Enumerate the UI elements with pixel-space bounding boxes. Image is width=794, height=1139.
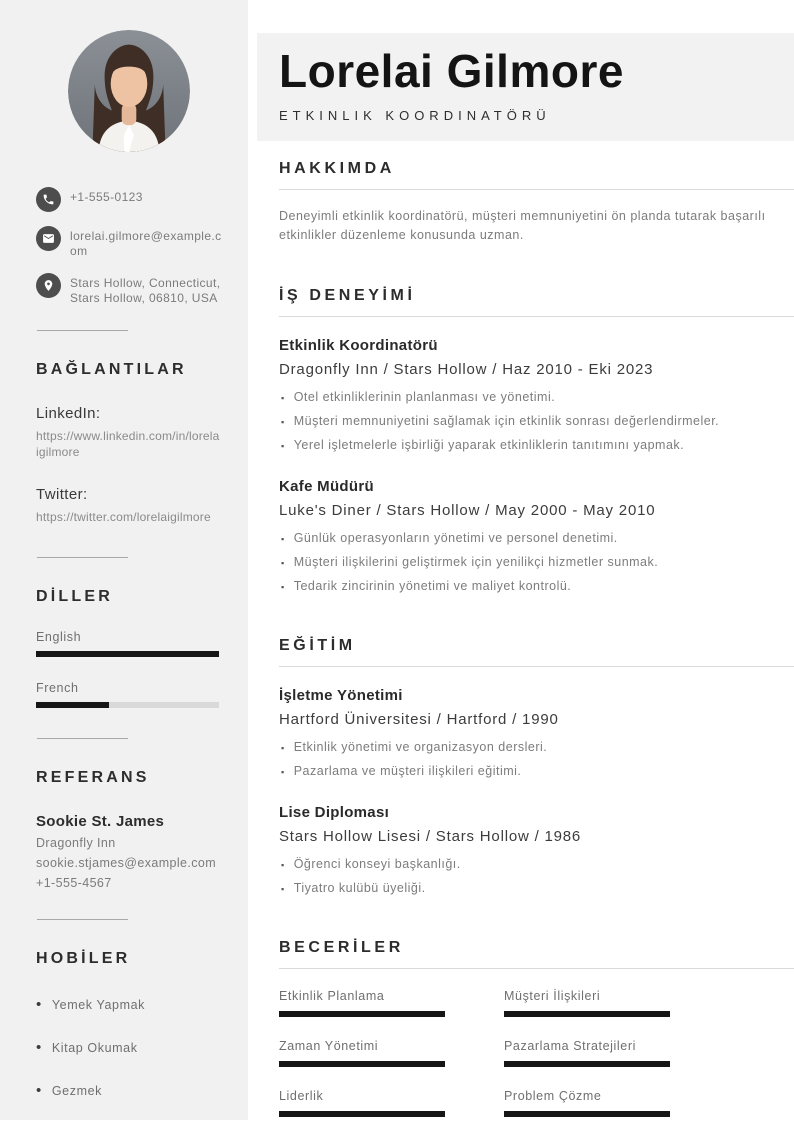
- reference-section-heading: REFERANS: [36, 769, 150, 786]
- experience-entry: [279, 337, 794, 454]
- job-bullet: ▪ Otel etkinliklerinin planlanması ve yönetimi.: [279, 390, 794, 406]
- skill-level-fill: [279, 1061, 445, 1067]
- experience-entry: [279, 478, 794, 595]
- about-section: [279, 160, 794, 245]
- degree-title: İşletme Yönetimi: [279, 686, 403, 704]
- experience-heading: İŞ DENEYİMİ: [279, 286, 416, 304]
- contact-location-row: [36, 272, 222, 306]
- sidebar: [0, 0, 248, 1120]
- link-item-twitter: [36, 486, 222, 525]
- link-label: Twitter:: [36, 486, 88, 503]
- skill-name: Pazarlama Stratejileri: [504, 1038, 636, 1053]
- section-rule: [279, 316, 794, 317]
- person-job-title: ETKINLIK KOORDINATÖRÜ: [279, 107, 551, 123]
- contact-phone-value: +1-555-0123: [70, 190, 143, 204]
- sidebar-divider: [37, 557, 128, 558]
- job-bullet: ▪ Tedarik zincirinin yönetimi ve maliyet kontrolü.: [279, 579, 794, 595]
- skill-level-bar: [279, 1011, 445, 1017]
- linkedin-url[interactable]: https://www.linkedin.com/in/lorelaigilmore: [36, 429, 220, 459]
- reference-phone: +1-555-4567: [36, 876, 112, 890]
- location-pin-icon: [36, 273, 61, 298]
- education-bullet: ▪ Öğrenci konseyi başkanlığı.: [279, 857, 794, 873]
- hobbies-section-heading: HOBİLER: [36, 950, 131, 967]
- main-content: [279, 0, 794, 1139]
- education-bullet: ▪ Tiyatro kulübü üyeliği.: [279, 881, 794, 897]
- skill-item: [279, 989, 445, 1017]
- hobby-item: • Kitap Okumak: [36, 1039, 222, 1056]
- school-meta: Stars Hollow Lisesi / Stars Hollow / 1986: [279, 827, 582, 845]
- job-bullet: ▪ Müşteri memnuniyetini sağlamak için etkinlik sonrası değerlendirmeler.: [279, 414, 794, 430]
- skills-section: [279, 939, 794, 1139]
- profile-photo-illustration: [68, 30, 190, 152]
- skill-level-bar: [279, 1061, 445, 1067]
- job-bullet: ▪ Yerel işletmelerle işbirliği yaparak etkinliklerin tanıtımını yapmak.: [279, 438, 794, 454]
- link-item-linkedin: [36, 405, 222, 460]
- email-icon: [36, 226, 61, 251]
- experience-section: [279, 287, 794, 595]
- skill-level-fill: [279, 1111, 445, 1117]
- education-bullet: ▪ Etkinlik yönetimi ve organizasyon dersleri.: [279, 740, 794, 756]
- about-text: Deneyimli etkinlik koordinatörü, müşteri memnuniyetini ön planda tutarak başarılı etkinlikler düzenleme konusunda uzman.: [279, 208, 766, 242]
- hobby-list: [36, 996, 222, 1099]
- school-meta: Hartford Üniversitesi / Hartford / 1990: [279, 710, 559, 728]
- job-bullets: [279, 531, 794, 595]
- sidebar-divider: [37, 919, 128, 920]
- sidebar-divider: [37, 330, 128, 331]
- reference-email: sookie.stjames@example.com: [36, 856, 217, 870]
- contact-location-value: Stars Hollow, Connecticut, Stars Hollow, 06810, USA: [70, 276, 221, 305]
- skill-level-bar: [279, 1111, 445, 1117]
- skills-grid: [279, 989, 794, 1139]
- language-level-bar: [36, 651, 219, 657]
- job-bullet: ▪ Günlük operasyonların yönetimi ve personel denetimi.: [279, 531, 794, 547]
- phone-icon: [36, 187, 61, 212]
- skill-name: Müşteri İlişkileri: [504, 988, 601, 1003]
- education-entry: [279, 687, 794, 780]
- skill-level-bar: [504, 1011, 670, 1017]
- skill-name: Etkinlik Planlama: [279, 988, 385, 1003]
- twitter-url[interactable]: https://twitter.com/lorelaigilmore: [36, 510, 211, 524]
- contact-email-row: [36, 225, 222, 259]
- skill-name: Liderlik: [279, 1088, 324, 1103]
- skill-name: Problem Çözme: [504, 1088, 602, 1103]
- contact-phone-row: [36, 186, 222, 212]
- job-meta: Dragonfly Inn / Stars Hollow / Haz 2010 - Eki 2023: [279, 360, 654, 378]
- profile-photo: [68, 30, 190, 152]
- reference-company: Dragonfly Inn: [36, 836, 116, 850]
- language-name: French: [36, 681, 79, 695]
- education-bullets: [279, 740, 794, 780]
- skill-item: [279, 1039, 445, 1067]
- section-rule: [279, 666, 794, 667]
- skill-level-fill: [279, 1011, 445, 1017]
- skill-level-bar: [504, 1061, 670, 1067]
- skill-item: [504, 1089, 670, 1117]
- contact-email-value: lorelai.gilmore@example.com: [70, 229, 222, 258]
- skill-item: [504, 989, 670, 1017]
- skill-item: [504, 1039, 670, 1067]
- about-heading: HAKKIMDA: [279, 159, 395, 177]
- education-bullets: [279, 857, 794, 897]
- education-bullet: ▪ Pazarlama ve müşteri ilişkileri eğitimi.: [279, 764, 794, 780]
- language-level-fill: [36, 651, 219, 657]
- skill-level-fill: [504, 1111, 670, 1117]
- languages-section-heading: DİLLER: [36, 588, 113, 605]
- sidebar-divider: [37, 738, 128, 739]
- contact-info: [36, 186, 222, 306]
- job-bullets: [279, 390, 794, 454]
- section-rule: [279, 189, 794, 190]
- job-meta: Luke's Diner / Stars Hollow / May 2000 - May 2010: [279, 501, 656, 519]
- education-entry: [279, 804, 794, 897]
- education-heading: EĞİTİM: [279, 636, 356, 654]
- skills-heading: BECERİLER: [279, 938, 404, 956]
- language-item: [36, 681, 222, 708]
- link-label: LinkedIn:: [36, 405, 101, 422]
- hobby-item: • Yemek Yapmak: [36, 996, 222, 1013]
- language-level-bar: [36, 702, 219, 708]
- degree-title: Lise Diploması: [279, 803, 390, 821]
- skill-item: [279, 1089, 445, 1117]
- reference-name: Sookie St. James: [36, 813, 165, 830]
- reference-entry: [36, 813, 222, 890]
- job-title: Etkinlik Koordinatörü: [279, 336, 438, 354]
- job-bullet: ▪ Müşteri ilişkilerini geliştirmek için yenilikçi hizmetler sunmak.: [279, 555, 794, 571]
- hobby-item: • Gezmek: [36, 1082, 222, 1099]
- skill-level-fill: [504, 1061, 670, 1067]
- skill-level-bar: [504, 1111, 670, 1117]
- person-name: Lorelai Gilmore: [279, 45, 624, 97]
- job-title: Kafe Müdürü: [279, 477, 374, 495]
- language-item: [36, 630, 222, 657]
- skill-name: Zaman Yönetimi: [279, 1038, 379, 1053]
- education-section: [279, 637, 794, 897]
- section-rule: [279, 968, 794, 969]
- skill-level-fill: [504, 1011, 670, 1017]
- language-level-fill: [36, 702, 109, 708]
- language-name: English: [36, 630, 82, 644]
- links-section-heading: BAĞLANTILAR: [36, 361, 187, 378]
